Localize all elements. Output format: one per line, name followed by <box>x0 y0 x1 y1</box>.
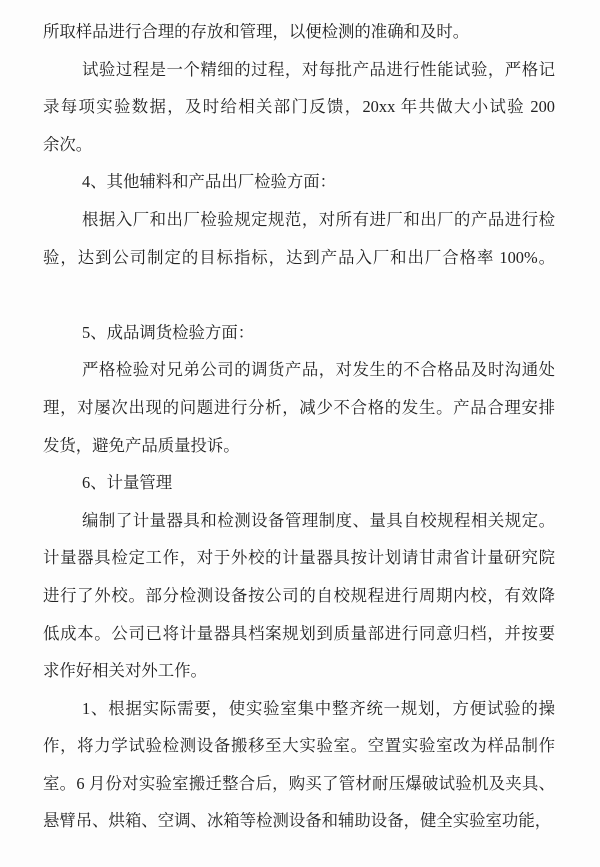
paragraph <box>43 51 555 164</box>
paragraph <box>43 163 555 201</box>
text-line: 求作好相关对外工作。 <box>43 661 207 681</box>
paragraph <box>43 502 555 690</box>
text-line: 理，对屡次出现的问题进行分析，减少不合格的发生。产品合理安排 <box>43 397 555 417</box>
text-line: 试验过程是一个精细的过程，对每批产品进行性能试验，严格记 <box>82 59 555 79</box>
paragraph <box>43 314 555 352</box>
text-line: 录每项实验数据，及时给相关部门反馈，20xx 年共做大小试验 200 <box>43 97 555 117</box>
paragraph <box>43 201 555 276</box>
paragraph <box>43 351 555 464</box>
text-line: 1、根据实际需要，使实验室集中整齐统一规划，方便试验的操 <box>82 698 555 718</box>
paragraph <box>43 13 555 51</box>
text-line: 编制了计量器具和检测设备管理制度、量具自校规程相关规定。 <box>82 510 555 530</box>
text-line: 进行了外校。部分检测设备按公司的自校规程进行周期内校，有效降 <box>43 585 555 605</box>
text-line: 5、成品调货检验方面： <box>82 322 255 342</box>
text-line: 所取样品进行合理的存放和管理，以便检测的准确和及时。 <box>43 22 470 41</box>
text-line: 6、计量管理 <box>82 473 173 493</box>
text-line: 根据入厂和出厂检验规定规范，对所有进厂和出厂的产品进行检 <box>82 209 555 229</box>
text-line: 作，将力学试验检测设备搬移至大实验室。空置实验室改为样品制作 <box>43 736 555 756</box>
blank-line <box>43 276 555 314</box>
paragraph <box>43 690 555 840</box>
text-line: 4、其他辅料和产品出厂检验方面： <box>82 172 337 192</box>
text-line: 室。6 月份对实验室搬迁整合后，购买了管材耐压爆破试验机及夹具、 <box>43 773 555 793</box>
text-line: 余次。 <box>43 134 93 154</box>
text-line: 计量器具检定工作，对于外校的计量器具按计划请甘肃省计量研究院 <box>43 548 555 568</box>
text-line: 验，达到公司制定的目标指标，达到产品入厂和出厂合格率 100%。 <box>43 247 555 267</box>
paragraph <box>43 464 555 502</box>
paragraph <box>43 276 555 314</box>
text-line: 悬臂吊、烘箱、空调、冰箱等检测设备和辅助设备，健全实验室功能， <box>43 811 552 831</box>
text-line: 发货，避免产品质量投诉。 <box>43 435 240 455</box>
text-line: 严格检验对兄弟公司的调货产品，对发生的不合格品及时沟通处 <box>82 360 555 380</box>
text-line: 低成本。公司已将计量器具档案规划到质量部进行同意归档，并按要 <box>43 623 555 643</box>
